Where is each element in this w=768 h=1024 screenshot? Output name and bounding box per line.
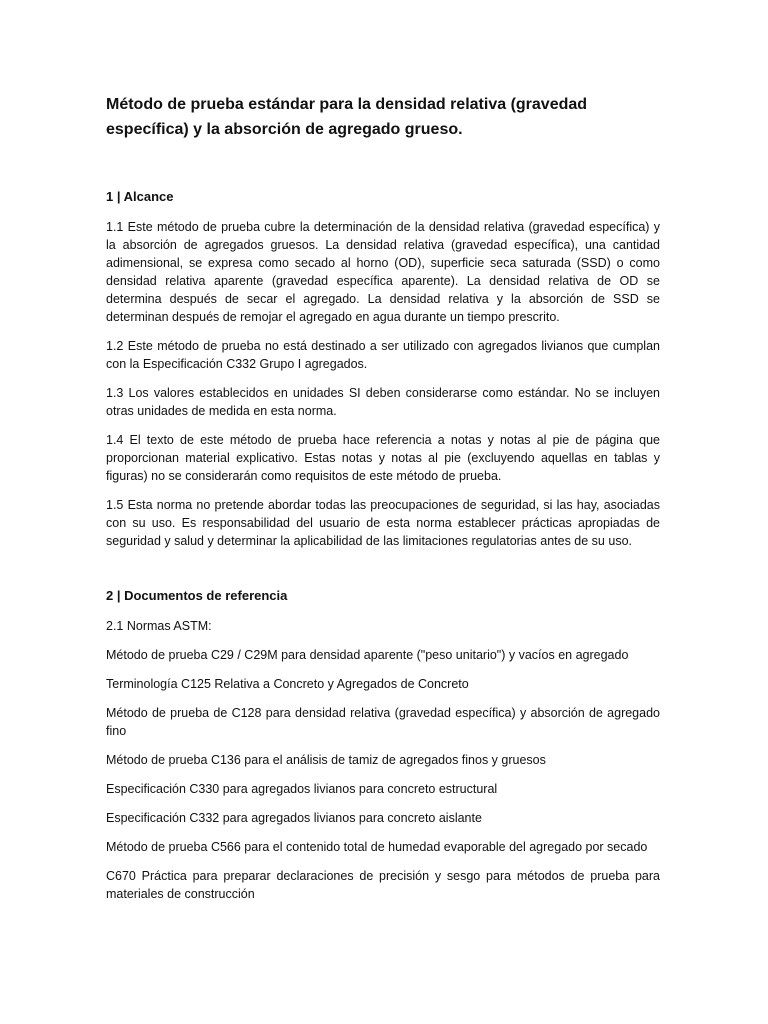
paragraph-1-3: 1.3 Los valores establecidos en unidades SI deben considerarse como estándar. No se incluyen otras unidades de medida en esta norma.: [106, 386, 660, 418]
section-heading-alcance: 1 | Alcance: [106, 189, 174, 204]
section-heading-referencias: 2 | Documentos de referencia: [106, 588, 288, 603]
section-documentos-referencia: [106, 587, 660, 903]
subheading-normas-astm: 2.1 Normas ASTM:: [106, 619, 212, 633]
section-alcance: [106, 188, 660, 550]
reference-item: Método de prueba C566 para el contenido total de humedad evaporable del agregado por secado: [106, 840, 648, 854]
reference-item: Especificación C330 para agregados livianos para concreto estructural: [106, 782, 498, 796]
document-title: Método de prueba estándar para la densidad relativa (gravedad específica) y la absorción de agregado grueso.: [106, 96, 588, 138]
reference-item: Método de prueba C136 para el análisis de tamiz de agregados finos y gruesos: [106, 753, 546, 767]
reference-item: Terminología C125 Relativa a Concreto y Agregados de Concreto: [106, 677, 469, 691]
paragraph-1-4: 1.4 El texto de este método de prueba hace referencia a notas y notas al pie de página que proporcionan material explicativo. Estas notas y notas al pie (excluyendo aquellas en tablas y figuras) no se considerarán como requisitos de este método de prueba.: [106, 433, 660, 483]
section-spacer: [106, 561, 660, 587]
reference-item: Especificación C332 para agregados livianos para concreto aislante: [106, 811, 482, 825]
document-page: [106, 92, 660, 914]
reference-list: [106, 646, 660, 903]
reference-item: C670 Práctica para preparar declaraciones de precisión y sesgo para métodos de prueba para materiales de construcción: [106, 869, 660, 901]
paragraph-1-2: 1.2 Este método de prueba no está destinado a ser utilizado con agregados livianos que cumplan con la Especificación C332 Grupo I agregados.: [106, 339, 660, 371]
paragraph-1-5: 1.5 Esta norma no pretende abordar todas las preocupaciones de seguridad, si las hay, asociadas con su uso. Es responsabilidad del usuario de esta norma establecer prácticas apropiadas de seguridad y salud y determinar la aplicabilidad de las limitaciones regulatorias antes de su uso.: [106, 498, 660, 548]
paragraph-1-1: 1.1 Este método de prueba cubre la determinación de la densidad relativa (gravedad específica) y la absorción de agregados gruesos. La densidad relativa (gravedad específica), una cantidad adimensional, se expresa como secado al horno (OD), superficie seca saturada (SSD) o como densidad relativa aparente (gravedad específica aparente). La densidad relativa de OD se determina después de secar el agregado. La densidad relativa y la absorción de SSD se determinan después de remojar el agregado en agua durante un tiempo prescrito.: [106, 220, 660, 324]
reference-item: Método de prueba de C128 para densidad relativa (gravedad específica) y absorción de agregado fino: [106, 706, 660, 738]
reference-item: Método de prueba C29 / C29M para densidad aparente ("peso unitario") y vacíos en agregado: [106, 648, 629, 662]
